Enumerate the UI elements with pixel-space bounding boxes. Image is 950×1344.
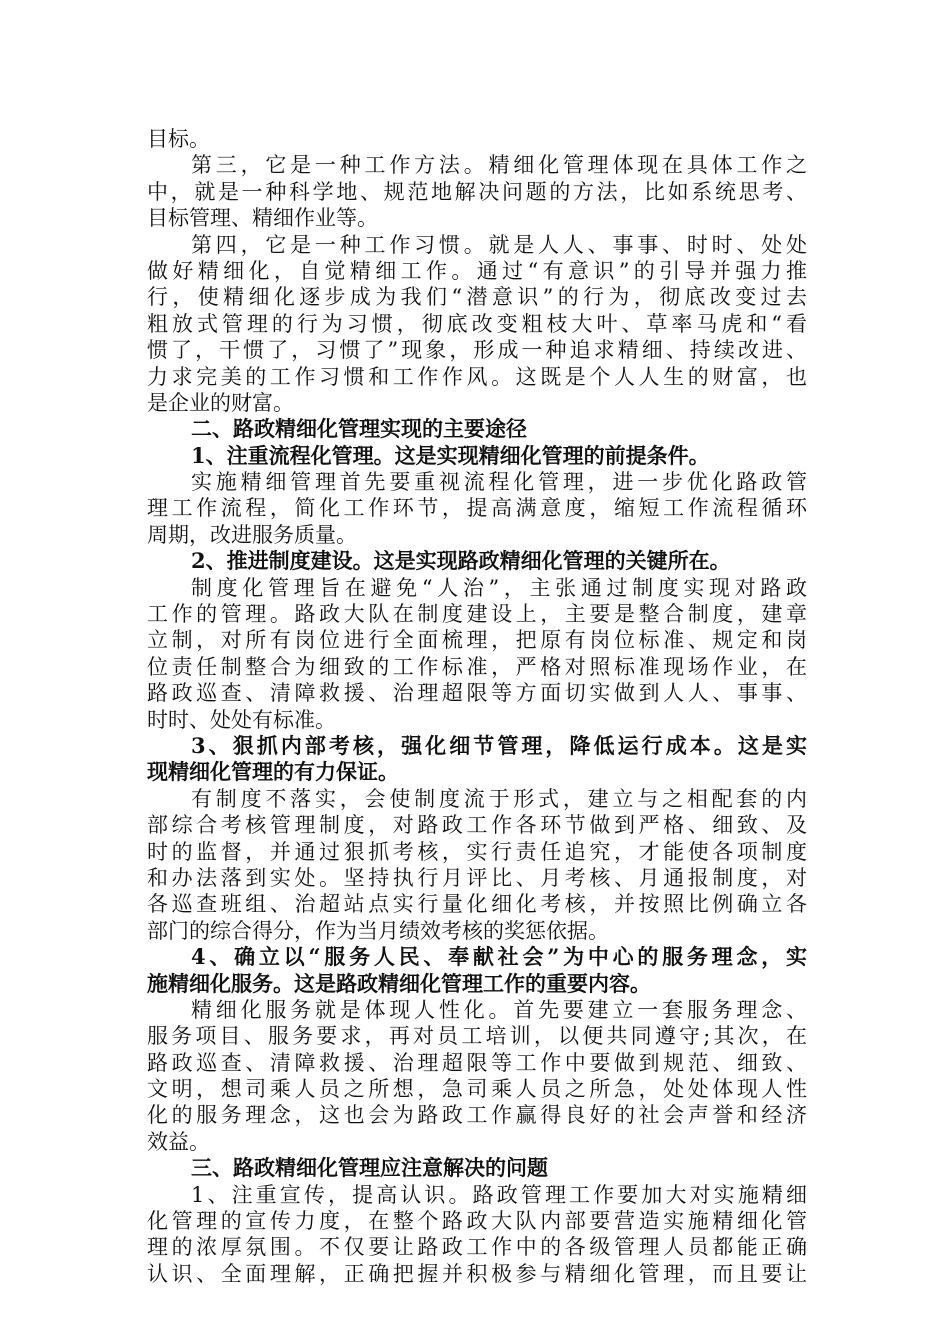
text-line: 有制度不落实，会使制度流于形式，建立与之相配套的内	[191, 786, 807, 811]
heading-line: 4、确立以“服务人民、奉献社会”为中心的服务理念，实	[191, 944, 807, 970]
heading-line: 3、狠抓内部考核，强化细节管理，降低运行成本。这是实	[191, 732, 807, 758]
text-line: 精细化服务就是体现人性化。首先要建立一套服务理念、	[191, 997, 807, 1022]
heading-line: 二、路政精细化管理实现的主要途径	[191, 416, 527, 442]
text-line: 粗放式管理的行为习惯，彻底改变粗枝大叶、草率马虎和“看	[147, 311, 807, 336]
text-line: 1、注重宣传，提高认识。路政管理工作要加大对实施精细	[191, 1182, 807, 1207]
text-line: 中，就是一种科学地、规范地解决问题的方法，比如系统思考、	[147, 179, 807, 204]
document-body	[147, 126, 807, 1287]
text-line: 工作的管理。路政大队在制度建设上，主要是整合制度，建章	[147, 602, 807, 627]
text-line: 惯了，干惯了，习惯了”现象，形成一种追求精细、持续改进、	[147, 338, 807, 363]
text-line: 服务项目、服务要求，再对员工培训，以便共同遵守;其次，在	[147, 1024, 807, 1049]
text-line: 第四，它是一种工作习惯。就是人人、事事、时时、处处	[191, 232, 807, 257]
text-line: 化的服务理念，这也会为路政工作赢得良好的社会声誉和经济	[147, 1103, 807, 1128]
text-line: 认识、全面理解，正确把握并积极参与精细化管理，而且要让	[147, 1261, 807, 1286]
text-line: 路政巡查、清障救援、治理超限等方面切实做到人人、事事、	[147, 681, 807, 706]
text-line: 目标管理、精细作业等。	[147, 206, 378, 231]
text-line: 行，使精细化逐步成为我们“潜意识”的行为，彻底改变过去	[147, 285, 807, 310]
heading-line: 施精细化服务。这是路政精细化管理工作的重要内容。	[147, 970, 651, 996]
text-line: 路政巡查、清障救援、治理超限等工作中要做到规范、细致、	[147, 1050, 807, 1075]
text-line: 实施精细管理首先要重视流程化管理，进一步优化路政管	[191, 470, 807, 495]
text-line: 做好精细化，自觉精细工作。通过“有意识”的引导并强力推	[147, 258, 807, 283]
text-line: 时时、处处有标准。	[147, 707, 336, 732]
text-line: 是企业的财富。	[147, 390, 294, 415]
text-line: 周期，改进服务质量。	[147, 522, 357, 547]
heading-line: 2、推进制度建设。这是实现路政精细化管理的关键所在。	[191, 548, 731, 574]
text-line: 各巡查班组、治超站点实行量化细化考核，并按照比例确立各	[147, 892, 807, 917]
text-line: 文明，想司乘人员之所想，急司乘人员之所急，处处体现人性	[147, 1077, 807, 1102]
text-line: 部门的综合得分，作为当月绩效考核的奖惩依据。	[147, 918, 609, 943]
heading-line: 1、注重流程化管理。这是实现精细化管理的前提条件。	[191, 442, 710, 468]
text-line: 效益。	[147, 1129, 210, 1154]
text-line: 第三，它是一种工作方法。精细化管理体现在具体工作之	[191, 153, 807, 178]
text-line: 目标。	[147, 127, 210, 151]
text-line: 化管理的宣传力度，在整个路政大队内部要营造实施精细化管	[147, 1209, 807, 1234]
text-line: 力求完美的工作习惯和工作作风。这既是个人人生的财富，也	[147, 364, 807, 389]
text-line: 立制，对所有岗位进行全面梳理，把原有岗位标准、规定和岗	[147, 628, 807, 653]
text-line: 理工作流程，简化工作环节，提高满意度，缩短工作流程循环	[147, 496, 807, 521]
heading-line: 现精细化管理的有力保证。	[147, 759, 399, 785]
text-line: 位责任制整合为细致的工作标准，严格对照标准现场作业，在	[147, 654, 807, 679]
text-line: 制度化管理旨在避免“人治”，主张通过制度实现对路政	[191, 575, 807, 600]
heading-line: 三、路政精细化管理应注意解决的问题	[191, 1155, 548, 1181]
text-line: 理的浓厚氛围。不仅要让路政工作中的各级管理人员都能正确	[147, 1235, 807, 1260]
text-line: 和办法落到实处。坚持执行月评比、月考核、月通报制度，对	[147, 865, 807, 890]
text-line: 时的监督，并通过狠抓考核，实行责任追究，才能使各项制度	[147, 839, 807, 864]
text-line: 部综合考核管理制度，对路政工作各环节做到严格、细致、及	[147, 813, 807, 838]
